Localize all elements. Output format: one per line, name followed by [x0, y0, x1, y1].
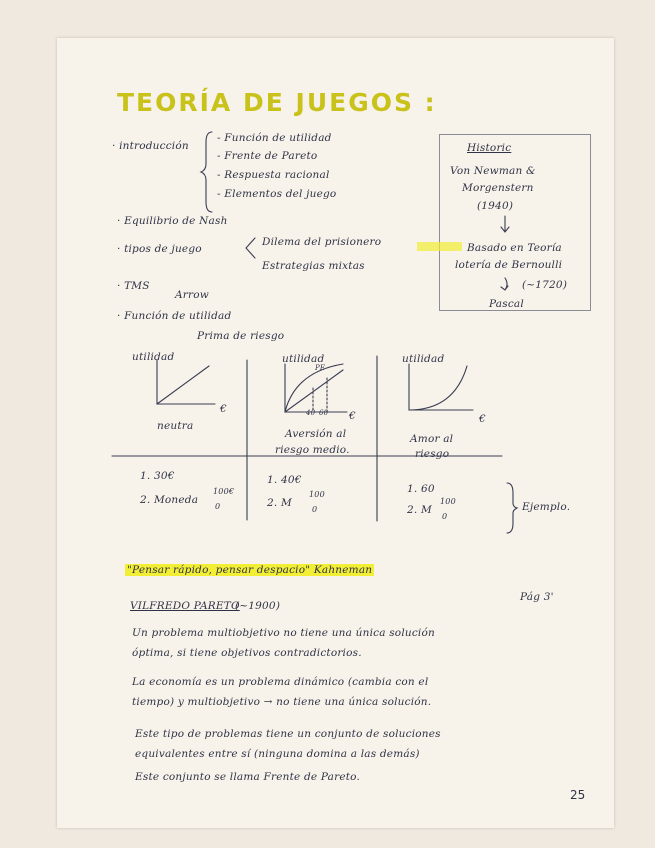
pareto-page-ref: Pág 3' [520, 591, 554, 603]
bullet-tipos: · tipos de juego [117, 243, 202, 255]
graph1-line [157, 366, 209, 404]
example-3c: 100 [440, 497, 456, 506]
pareto-line: tiempo) y multiobjetivo → no tiene una única solución. [132, 696, 432, 708]
example-brace [507, 483, 517, 533]
history-pascal: Pascal [489, 298, 524, 310]
notebook-page [57, 38, 614, 828]
graph3-axes [409, 364, 473, 410]
graph2-xlabel: € [349, 410, 356, 422]
pareto-year: (~1900) [235, 600, 281, 612]
history-approx: (~1720) [522, 279, 568, 291]
tipo-dilema: Dilema del prisionero [262, 236, 382, 248]
prima-riesgo: Prima de riesgo [197, 330, 285, 342]
graph2-tick-40: 40 [306, 409, 316, 417]
bullet-nash: · Equilibrio de Nash [117, 215, 228, 227]
example-label: Ejemplo. [522, 501, 571, 513]
history-based: Basado en Teoría [467, 242, 562, 254]
graph2-tick-60: 60 [319, 409, 329, 417]
tms-arrow: Arrow [175, 289, 209, 301]
intro-label: · introducción [112, 140, 189, 152]
table-vertical-lines [247, 356, 377, 521]
tipos-bracket [246, 238, 255, 258]
graph3-caption-1: Amor al [410, 433, 454, 445]
intro-item: - Frente de Pareto [217, 150, 318, 162]
history-arrow-down [501, 216, 509, 232]
pareto-line: Un problema multiobjetivo no tiene una única solución [132, 627, 435, 639]
example-3b: 2. M [407, 504, 432, 516]
graph3-ylabel: utilidad [402, 353, 445, 365]
quote-highlight: "Pensar rápido, pensar despacio" Kahneman [127, 564, 373, 576]
graph1-xlabel: € [220, 403, 227, 415]
example-3d: 0 [442, 512, 448, 521]
history-based-2: lotería de Bernoulli [455, 259, 563, 271]
graph2-pe: PE [315, 364, 326, 372]
bullet-funcion: · Función de utilidad [117, 310, 232, 322]
example-2b: 2. M [267, 497, 292, 509]
bullet-tms: · TMS [117, 280, 150, 292]
example-2a: 1. 40€ [267, 474, 302, 486]
page-number: 25 [570, 788, 586, 802]
graph3-curve [409, 366, 467, 410]
history-authors-2: Morgenstern [462, 182, 534, 194]
intro-item: - Elementos del juego [217, 188, 337, 200]
example-3a: 1. 60 [407, 483, 435, 495]
graph3-caption-2: riesgo [415, 448, 450, 460]
example-1b: 2. Moneda [140, 494, 199, 506]
example-2d: 0 [312, 505, 318, 514]
graph1-ylabel: utilidad [132, 351, 175, 363]
pareto-line: Este tipo de problemas tiene un conjunto de soluciones [135, 728, 441, 740]
tipo-mixtas: Estrategias mixtas [262, 260, 365, 272]
pareto-line: equivalentes entre sí (ninguna domina a las demás) [135, 748, 420, 760]
graph2-ylabel: utilidad [282, 353, 325, 365]
history-authors: Von Newman & [450, 165, 536, 177]
history-year: (1940) [477, 200, 514, 212]
intro-item: - Función de utilidad [217, 132, 332, 144]
pareto-line: óptima, si tiene objetivos contradictorios. [132, 647, 362, 659]
example-1a: 1. 30€ [140, 470, 175, 482]
graph3-xlabel: € [479, 413, 486, 425]
pareto-line: Este conjunto se llama Frente de Pareto. [135, 771, 361, 783]
history-arrow-pascal [501, 278, 508, 290]
graph2-curve [285, 364, 343, 412]
graph2-caption-2: riesgo medio. [275, 444, 350, 456]
intro-item: - Respuesta racional [217, 169, 330, 181]
graph1-caption: neutra [157, 420, 194, 432]
history-title: Historic [467, 142, 512, 154]
example-1c: 100€ [213, 487, 235, 496]
pareto-heading: VILFREDO PARETO [130, 600, 240, 612]
hand-drawings [57, 38, 614, 828]
example-1d: 0 [215, 502, 221, 511]
history-highlight [417, 242, 462, 251]
intro-brace [201, 132, 212, 212]
example-2c: 100 [309, 490, 325, 499]
page-title: TEORÍA DE JUEGOS : [117, 88, 437, 117]
pareto-line: La economía es un problema dinámico (cambia con el [132, 676, 429, 688]
graph2-caption-1: Aversión al [285, 428, 347, 440]
